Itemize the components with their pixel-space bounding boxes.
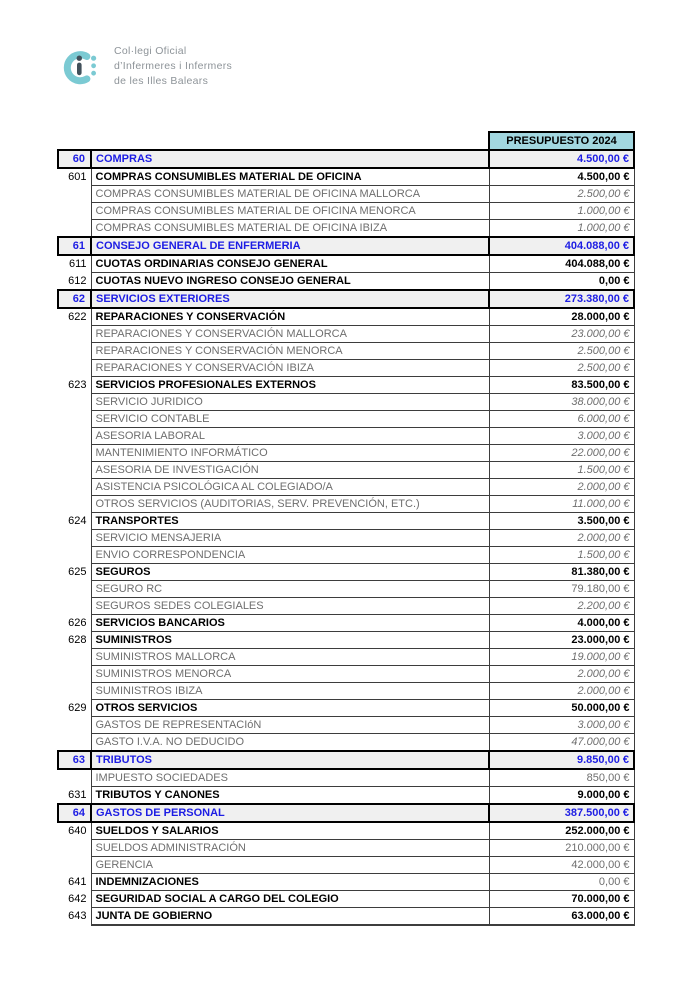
row-value: 2.500,00 €	[489, 343, 634, 360]
row-label: SUMINISTROS MALLORCA	[91, 649, 489, 666]
row-label: SEGURIDAD SOCIAL A CARGO DEL COLEGIO	[91, 891, 489, 908]
row-value: 3.500,00 €	[489, 513, 634, 530]
row-code: 626	[68, 617, 87, 629]
row-value: 11.000,00 €	[489, 496, 634, 513]
row-code	[58, 581, 91, 598]
row-value: 2.000,00 €	[489, 666, 634, 683]
row-code	[58, 186, 91, 203]
table-row	[58, 273, 634, 291]
row-value: 70.000,00 €	[489, 891, 634, 908]
table-row	[58, 666, 634, 683]
row-code	[58, 394, 91, 411]
table-row	[58, 186, 634, 203]
presupuesto-2024-column-header: PRESUPUESTO 2024	[489, 132, 634, 150]
budget-table	[57, 131, 635, 926]
row-label: COMPRAS CONSUMIBLES MATERIAL DE OFICINA MENORCA	[91, 203, 489, 220]
table-row	[58, 547, 634, 564]
row-value: 28.000,00 €	[489, 308, 634, 326]
row-code: 601	[68, 171, 87, 184]
row-value: 83.500,00 €	[489, 377, 634, 394]
header-code-spacer	[58, 132, 91, 150]
row-label: SUELDOS Y SALARIOS	[91, 822, 489, 840]
row-code: 624	[68, 515, 87, 527]
table-row	[58, 220, 634, 238]
row-code	[58, 326, 91, 343]
table-row	[58, 394, 634, 411]
row-label: COMPRAS CONSUMIBLES MATERIAL DE OFICINA IBIZA	[91, 220, 489, 238]
row-value: 0,00 €	[489, 874, 634, 891]
row-code	[58, 598, 91, 615]
section-row	[58, 804, 634, 822]
row-label: SEGUROS	[91, 564, 489, 581]
table-row	[58, 891, 634, 908]
row-code: 61	[58, 237, 91, 255]
row-code: 611	[68, 258, 87, 271]
row-code	[58, 343, 91, 360]
row-value: 4.500,00 €	[489, 168, 634, 186]
row-label: TRIBUTOS Y CANONES	[91, 787, 489, 805]
section-row	[58, 150, 634, 168]
table-row	[58, 411, 634, 428]
row-label: REPARACIONES Y CONSERVACIÓN	[91, 308, 489, 326]
table-row	[58, 769, 634, 787]
row-value: 1.500,00 €	[489, 462, 634, 479]
logo-dot-middle	[91, 63, 96, 68]
row-code	[58, 411, 91, 428]
row-value: 2.000,00 €	[489, 530, 634, 547]
row-value: 50.000,00 €	[489, 700, 634, 717]
table-row	[58, 564, 634, 581]
table-row	[58, 581, 634, 598]
table-row	[58, 462, 634, 479]
row-label: COMPRAS	[91, 150, 489, 168]
row-code	[58, 530, 91, 547]
row-label: REPARACIONES Y CONSERVACIÓN MALLORCA	[91, 326, 489, 343]
table-row	[58, 168, 634, 186]
row-code	[58, 683, 91, 700]
org-header	[62, 42, 232, 90]
row-label: ASISTENCIA PSICOLÓGICA AL COLEGIADO/A	[91, 479, 489, 496]
table-header-row	[58, 132, 634, 150]
table-row	[58, 203, 634, 220]
row-code	[58, 462, 91, 479]
row-code: 64	[58, 804, 91, 822]
row-label: TRIBUTOS	[91, 751, 489, 769]
org-name	[114, 44, 232, 89]
row-value: 3.000,00 €	[489, 428, 634, 445]
table-row	[58, 734, 634, 752]
table-row	[58, 479, 634, 496]
row-code: 629	[68, 702, 87, 714]
row-value: 273.380,00 €	[489, 290, 634, 308]
table-row	[58, 326, 634, 343]
row-label: SERVICIO CONTABLE	[91, 411, 489, 428]
row-code	[58, 203, 91, 220]
row-label: SERVICIOS BANCARIOS	[91, 615, 489, 632]
row-value: 2.500,00 €	[489, 186, 634, 203]
table-row	[58, 598, 634, 615]
row-label: SUMINISTROS	[91, 632, 489, 649]
section-row	[58, 751, 634, 769]
row-code: 631	[68, 788, 87, 801]
row-label: SEGUROS SEDES COLEGIALES	[91, 598, 489, 615]
row-code	[58, 547, 91, 564]
row-value: 9.850,00 €	[489, 751, 634, 769]
row-code	[58, 649, 91, 666]
row-code	[58, 840, 91, 857]
row-value: 38.000,00 €	[489, 394, 634, 411]
row-label: SUMINISTROS IBIZA	[91, 683, 489, 700]
row-label: REPARACIONES Y CONSERVACIÓN IBIZA	[91, 360, 489, 377]
row-code	[58, 360, 91, 377]
row-code: 641	[68, 876, 87, 888]
table-row	[58, 632, 634, 649]
row-label: GERENCIA	[91, 857, 489, 874]
row-value: 850,00 €	[489, 769, 634, 787]
row-value: 0,00 €	[489, 273, 634, 291]
table-row	[58, 513, 634, 530]
table-row	[58, 615, 634, 632]
row-value: 22.000,00 €	[489, 445, 634, 462]
row-label: JUNTA DE GOBIERNO	[91, 908, 489, 926]
row-label: CONSEJO GENERAL DE ENFERMERIA	[91, 237, 489, 255]
logo-dot-bottom	[91, 71, 96, 76]
row-code: 622	[68, 311, 87, 324]
table-row	[58, 908, 634, 926]
table-row	[58, 496, 634, 513]
row-value: 2.200,00 €	[489, 598, 634, 615]
row-label: SERVICIO JURIDICO	[91, 394, 489, 411]
row-label: SERVICIO MENSAJERIA	[91, 530, 489, 547]
row-code: 612	[68, 274, 87, 287]
row-code	[58, 428, 91, 445]
row-value: 23.000,00 €	[489, 326, 634, 343]
row-label: INDEMNIZACIONES	[91, 874, 489, 891]
row-value: 404.088,00 €	[489, 255, 634, 273]
table-row	[58, 700, 634, 717]
budget-table-body	[58, 150, 634, 925]
row-value: 42.000,00 €	[489, 857, 634, 874]
row-label: SUELDOS ADMINISTRACIÓN	[91, 840, 489, 857]
row-code	[58, 479, 91, 496]
row-label: CUOTAS NUEVO INGRESO CONSEJO GENERAL	[91, 273, 489, 291]
org-name-line-2: d’Infermeres i Infermers	[114, 59, 233, 72]
row-label: SUMINISTROS MENORCA	[91, 666, 489, 683]
row-label: REPARACIONES Y CONSERVACIÓN MENORCA	[91, 343, 489, 360]
row-value: 2.000,00 €	[489, 683, 634, 700]
table-row	[58, 787, 634, 805]
row-code: 642	[68, 893, 87, 905]
row-value: 2.500,00 €	[489, 360, 634, 377]
row-value: 23.000,00 €	[489, 632, 634, 649]
table-row	[58, 717, 634, 734]
org-name-line-1: Col·legi Oficial	[114, 44, 187, 57]
row-code: 628	[68, 634, 87, 646]
row-code	[58, 734, 91, 752]
table-row	[58, 840, 634, 857]
row-code: 63	[58, 751, 91, 769]
row-code: 623	[68, 379, 87, 391]
row-value: 210.000,00 €	[489, 840, 634, 857]
row-code: 643	[68, 910, 87, 923]
row-label: OTROS SERVICIOS (AUDITORIAS, SERV. PREVENCIÓN, ETC.)	[91, 496, 489, 513]
logo-dot-top	[91, 56, 96, 61]
row-label: ASESORIA DE INVESTIGACIÓN	[91, 462, 489, 479]
org-name-line-3: de les Illes Balears	[114, 74, 209, 87]
table-row	[58, 428, 634, 445]
row-value: 4.500,00 €	[489, 150, 634, 168]
row-value: 47.000,00 €	[489, 734, 634, 752]
row-label: SEGURO RC	[91, 581, 489, 598]
table-row	[58, 255, 634, 273]
row-label: ASESORIA LABORAL	[91, 428, 489, 445]
row-label: ENVIO CORRESPONDENCIA	[91, 547, 489, 564]
row-label: IMPUESTO SOCIEDADES	[91, 769, 489, 787]
row-code	[58, 445, 91, 462]
ci-college-logo-icon	[62, 42, 104, 90]
table-row	[58, 649, 634, 666]
table-row	[58, 377, 634, 394]
row-value: 1.500,00 €	[489, 547, 634, 564]
header-label-spacer	[91, 132, 489, 150]
budget-table-container	[57, 131, 633, 926]
row-value: 79.180,00 €	[489, 581, 634, 598]
table-row	[58, 874, 634, 891]
row-code	[58, 496, 91, 513]
section-row	[58, 237, 634, 255]
table-row	[58, 360, 634, 377]
row-code: 625	[68, 566, 87, 578]
table-row	[58, 530, 634, 547]
table-row	[58, 683, 634, 700]
row-value: 252.000,00 €	[489, 822, 634, 840]
row-value: 81.380,00 €	[489, 564, 634, 581]
row-code: 640	[68, 825, 87, 838]
row-code	[58, 717, 91, 734]
row-label: GASTO I.V.A. NO DEDUCIDO	[91, 734, 489, 752]
row-label: SERVICIOS EXTERIORES	[91, 290, 489, 308]
row-code	[58, 666, 91, 683]
row-code	[58, 857, 91, 874]
logo-i-stem	[77, 63, 82, 76]
row-code	[58, 220, 91, 238]
row-value: 4.000,00 €	[489, 615, 634, 632]
row-code: 60	[58, 150, 91, 168]
row-label: SERVICIOS PROFESIONALES EXTERNOS	[91, 377, 489, 394]
row-value: 1.000,00 €	[489, 220, 634, 238]
row-label: CUOTAS ORDINARIAS CONSEJO GENERAL	[91, 255, 489, 273]
row-code	[58, 769, 91, 787]
row-value: 2.000,00 €	[489, 479, 634, 496]
table-row	[58, 822, 634, 840]
section-row	[58, 290, 634, 308]
row-value: 9.000,00 €	[489, 787, 634, 805]
row-value: 6.000,00 €	[489, 411, 634, 428]
row-code: 62	[58, 290, 91, 308]
logo-i-dot	[77, 56, 82, 61]
row-value: 3.000,00 €	[489, 717, 634, 734]
row-value: 19.000,00 €	[489, 649, 634, 666]
table-row	[58, 445, 634, 462]
row-label: COMPRAS CONSUMIBLES MATERIAL DE OFICINA MALLORCA	[91, 186, 489, 203]
table-row	[58, 308, 634, 326]
row-value: 404.088,00 €	[489, 237, 634, 255]
row-label: GASTOS DE REPRESENTACIóN	[91, 717, 489, 734]
row-label: OTROS SERVICIOS	[91, 700, 489, 717]
row-label: TRANSPORTES	[91, 513, 489, 530]
table-row	[58, 857, 634, 874]
row-value: 1.000,00 €	[489, 203, 634, 220]
row-label: MANTENIMIENTO INFORMÁTICO	[91, 445, 489, 462]
row-label: COMPRAS CONSUMIBLES MATERIAL DE OFICINA	[91, 168, 489, 186]
row-value: 63.000,00 €	[489, 908, 634, 926]
table-row	[58, 343, 634, 360]
row-value: 387.500,00 €	[489, 804, 634, 822]
row-label: GASTOS DE PERSONAL	[91, 804, 489, 822]
